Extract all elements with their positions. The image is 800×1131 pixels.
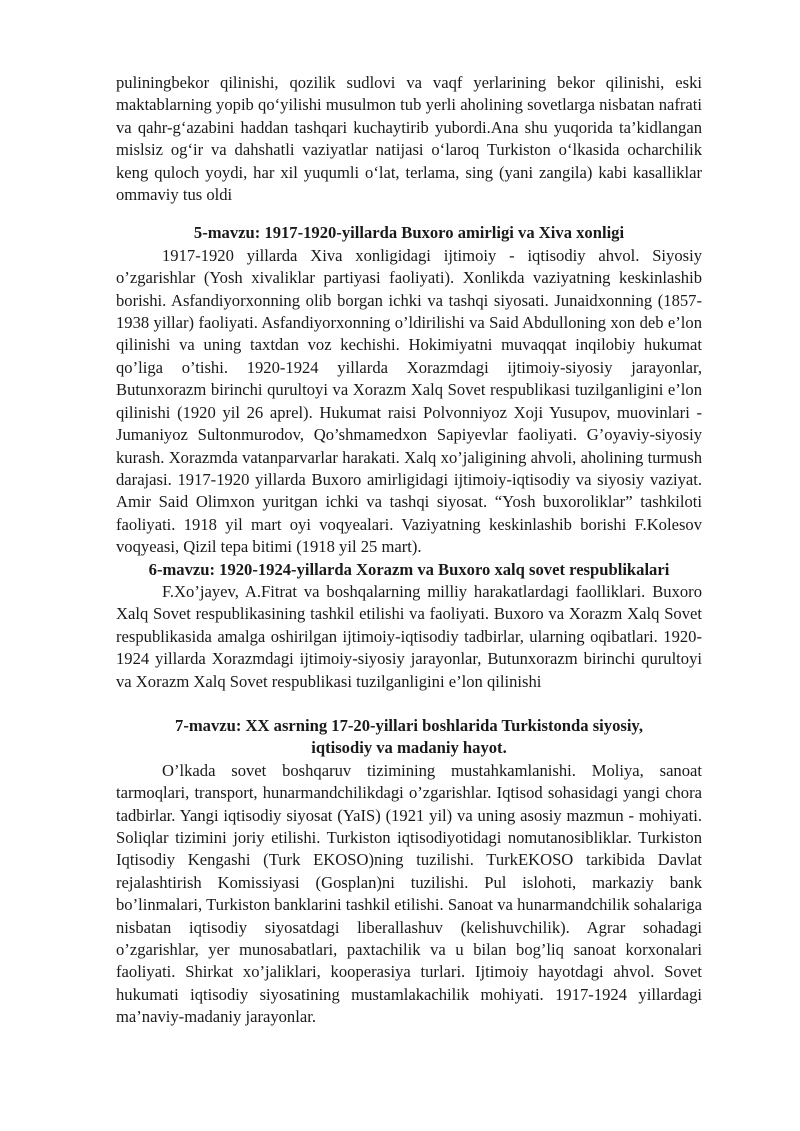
section-7-body: O’lkada sovet boshqaruv tizimining mustahkamlanishi. Moliya, sanoat tarmoqlari, transport, hunarmandchilikdagi o’zgarishlar. Iqtisod sohasidagi yangi chora tadbirlar. Yangi iqtisodiy siyosat (YaIS) (1921 yil) va uning asosiy mazmun - mohiyati. Soliqlar tizimini joriy etilishi. Turkiston iqtisodiyotidagi nomutanosibliklar. Turkiston Iqtisodiy Kengashi (Turk EKOSO)ning tuzilishi. TurkEKOSO tarkibida Davlat rejalashtirish Komissiyasi (Gosplan)ni tuzilishi. Pul islohoti, markaziy bank bo’linmalari, Turkiston banklarini tashkil etilishi. Sanoat va hunarmandchilik sohalariga nisbatan iqtisodiy siyosatdagi liberallashuv (kelishuvchilik). Agrar sohadagi o’zgarishlar, yer munosabatlari, paxtachilik va u bilan bog’liq sanoat korxonalari faoliyati. Shirkat xo’jaliklari, kooperasiya turlari. Ijtimoiy hayotdagi ahvol. Sovet hukumati iqtisodiy siyosatining mustamlakachilik mohiyati. 1917-1924 yillardagi ma’naviy-madaniy jarayonlar. [116, 760, 702, 1027]
section-7-heading-line-1: 7-mavzu: XX asrning 17-20-yillari boshlarida Turkistonda siyosiy, [175, 715, 643, 735]
section-7-heading-line-2: iqtisodiy va madaniy hayot. [311, 738, 507, 758]
section-5-heading: 5-mavzu: 1917-1920-yillarda Buxoro amirligi va Xiva xonligi [193, 223, 625, 243]
intro-paragraph: puliningbekor qilinishi, qozilik sudlovi va vaqf yerlarining bekor qilinishi, eski maktablarning yopib qo‘yilishi musulmon tub yerli aholining sovetlarga nisbatan nafrati va qahr-g‘azabini haddan tashqari kuchaytirib yubordi.Ana shu yuqorida ta’kidlangan mislsiz og‘ir va dahshatli vaziyatlar natijasi o‘laroq Turkiston o‘lkasida ocharchilik keng quloch yoydi, har xil yuqumli o‘lat, terlama, sing (yani zangila) kabi kasalliklar ommaviy tus oldi [116, 73, 702, 205]
section-6-body: F.Xo’jayev, A.Fitrat va boshqalarning milliy harakatlardagi faolliklari. Buxoro Xalq Sovet respublikasining tashkil etilishi va faoliyati. Buxoro va Xorazm Xalq Sovet respublikasida amalga oshirilgan ijtimoiy-iqtisodiy tadbirlar, ularning oqibatlari. 1920-1924 yillarda Xorazmdagi ijtimoiy-siyosiy jarayonlar, Butunxorazm birinchi qurultoyi va Xorazm Xalq Sovet respublikasi tuzilganligini e’lon qilinishi [116, 581, 702, 691]
section-6-heading: 6-mavzu: 1920-1924-yillarda Xorazm va Buxoro xalq sovet respublikalari [148, 559, 670, 579]
section-5-body: 1917-1920 yillarda Xiva xonligidagi ijtimoiy - iqtisodiy ahvol. Siyosiy o’zgarishlar (Yosh xivaliklar partiyasi faoliyati). Xonlikda vaziyatning keskinlashib borishi. Asfandiyorxonning olib borgan ichki va tashqi siyosati. Junaidxonning (1857-1938 yillar) faoliyati. Asfandiyorxonning o’ldirilishi va Said Abdulloning xon deb e’lon qilinishi va uning taxtdan voz kechishi. Hokimiyatni muvaqqat inqilobiy hukumat qo’liga o’tishi. 1920-1924 yillarda Xorazmdagi ijtimoiy-siyosiy jarayonlar, Butunxorazm birinchi qurultoyi va Xorazm Xalq Sovet respublikasi tuzilganligini e’lon qilinishi (1920 yil 26 aprel). Hukumat raisi Polvonniyoz Xoji Yusupov, muovinlari - Jumaniyoz Sultonmurodov, Qo’shmamedxon Sapiyevlar faoliyati. G’oyaviy-siyosiy kurash. Xorazmda vatanparvarlar harakati. Xalq xo’jaligining ahvoli, aholining turmush darajasi. 1917-1920 yillarda Buxoro amirligidagi ijtimoiy-iqtisodiy va siyosiy vaziyat. Amir Said Olimxon yuritgan ichki va tashqi siyosat. “Yosh buxoroliklar” tashkiloti faoliyati. 1918 yil mart oyi voqyealari. Vaziyatning keskinlashib borishi F.Kolesov voqyeasi, Qizil tepa bitimi (1918 yil 25 mart). [116, 245, 702, 557]
section-7-heading [116, 715, 702, 760]
